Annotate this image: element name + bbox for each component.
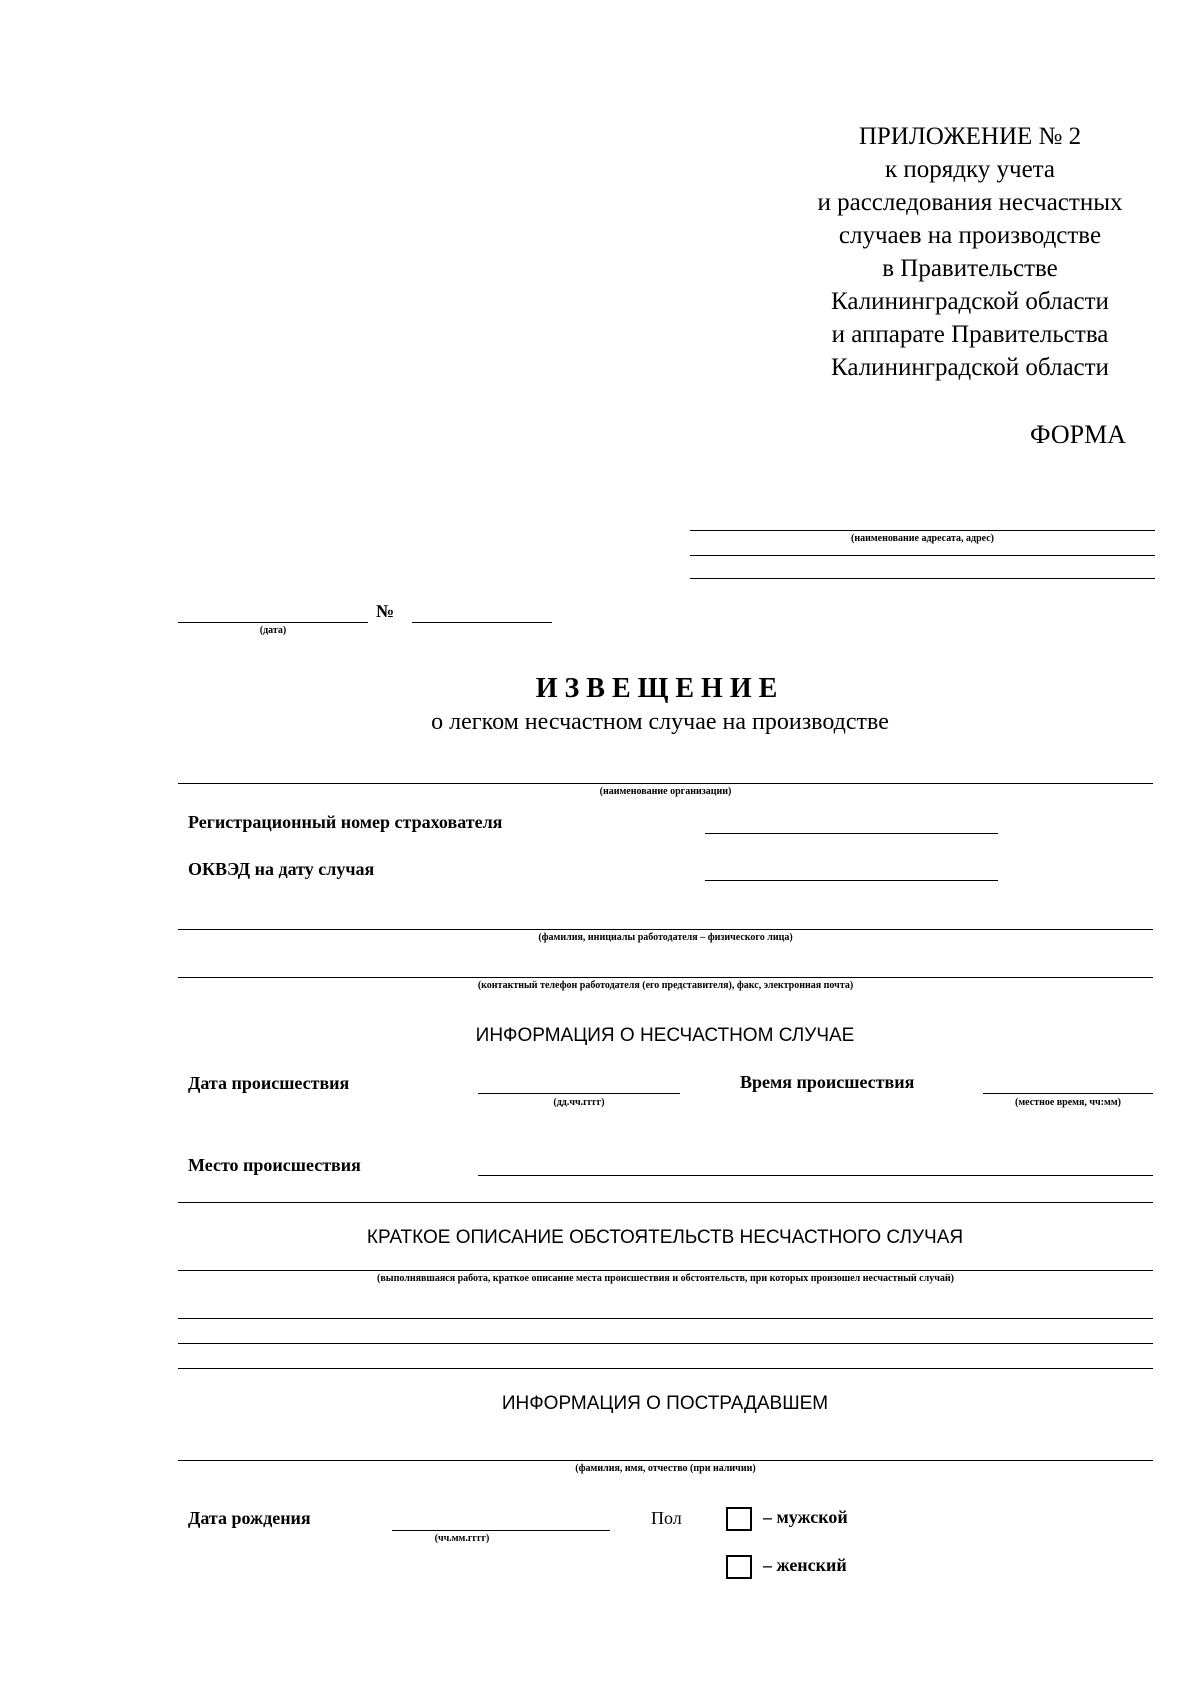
- victim-heading: ИНФОРМАЦИЯ О ПОСТРАДАВШЕМ: [501, 1393, 829, 1414]
- accident-place-field[interactable]: [478, 1175, 1153, 1176]
- date-caption: (дата): [259, 625, 287, 636]
- victim-name-line[interactable]: [178, 1460, 1153, 1461]
- birth-date-caption: (чч.мм.гггг): [434, 1533, 490, 1544]
- accident-time-field[interactable]: [983, 1093, 1153, 1094]
- appendix-line-1: к порядку учета: [884, 156, 1056, 183]
- addressee-line-3[interactable]: [690, 578, 1155, 579]
- contact-caption: (контактный телефон работодателя (его представителя), факс, электронная почта): [477, 980, 854, 991]
- document-subtitle: о легком несчастном случае на производстве: [431, 709, 889, 735]
- appendix-line-6: и аппарате Правительства: [831, 321, 1109, 348]
- appendix-line-3: случаев на производстве: [838, 222, 1102, 249]
- circumstances-heading: КРАТКОЕ ОПИСАНИЕ ОБСТОЯТЕЛЬСТВ НЕСЧАСТНОГО СЛУЧАЯ: [366, 1227, 964, 1248]
- male-label: – мужской: [763, 1507, 848, 1527]
- accident-info-heading: ИНФОРМАЦИЯ О НЕСЧАСТНОМ СЛУЧАЕ: [475, 1025, 855, 1046]
- accident-date-caption: (дд.чч.гггг): [553, 1097, 605, 1108]
- birth-date-field[interactable]: [392, 1530, 610, 1531]
- document-title: ИЗВЕЩЕНИЕ: [535, 673, 785, 704]
- male-checkbox[interactable]: [726, 1507, 752, 1531]
- appendix-title: ПРИЛОЖЕНИЕ № 2: [858, 123, 1082, 150]
- reg-number-label: Регистрационный номер страхователя: [188, 812, 503, 832]
- okved-label: ОКВЭД на дату случая: [188, 859, 375, 879]
- female-checkbox[interactable]: [726, 1555, 752, 1579]
- circumstances-line-4[interactable]: [178, 1368, 1153, 1369]
- contact-line[interactable]: [178, 977, 1153, 978]
- accident-date-field[interactable]: [478, 1093, 680, 1094]
- form-label: ФОРМА: [1030, 420, 1126, 449]
- appendix-header: [740, 120, 1200, 384]
- employer-caption: (фамилия, инициалы работодателя – физического лица): [538, 932, 793, 943]
- circumstances-line-1[interactable]: [178, 1270, 1153, 1271]
- circumstances-caption: (выполнявшаяся работа, краткое описание места происшествия и обстоятельств, при которых произошел несчастный случай): [377, 1273, 954, 1284]
- accident-time-label: Время происшествия: [740, 1072, 915, 1092]
- date-line[interactable]: [178, 622, 368, 623]
- appendix-line-5: Калининградской области: [831, 288, 1109, 315]
- circumstances-line-3[interactable]: [178, 1343, 1153, 1344]
- number-line[interactable]: [412, 622, 552, 623]
- victim-name-caption: (фамилия, имя, отчество (при наличии): [575, 1463, 756, 1474]
- employer-line[interactable]: [178, 929, 1153, 930]
- addressee-line-2[interactable]: [690, 555, 1155, 556]
- sex-label: Пол: [651, 1508, 682, 1528]
- addressee-caption: (наименование адресата, адрес): [851, 533, 994, 544]
- accident-place-label: Место происшествия: [188, 1155, 361, 1175]
- organization-line[interactable]: [178, 783, 1153, 784]
- addressee-line-1[interactable]: [690, 530, 1155, 531]
- accident-date-label: Дата происшествия: [188, 1073, 350, 1093]
- accident-time-caption: (местное время, чч:мм): [1015, 1097, 1121, 1108]
- appendix-line-4: в Правительстве: [882, 255, 1058, 282]
- reg-number-field[interactable]: [705, 833, 998, 834]
- appendix-line-2: и расследования несчастных: [817, 189, 1123, 216]
- appendix-line-7: Калининградской области: [831, 354, 1109, 381]
- number-sign: №: [376, 601, 395, 621]
- female-label: – женский: [763, 1555, 847, 1575]
- circumstances-line-2[interactable]: [178, 1318, 1153, 1319]
- okved-field[interactable]: [705, 880, 998, 881]
- birth-date-label: Дата рождения: [188, 1508, 311, 1528]
- accident-place-field-2[interactable]: [178, 1202, 1153, 1203]
- organization-caption: (наименование организации): [599, 786, 732, 797]
